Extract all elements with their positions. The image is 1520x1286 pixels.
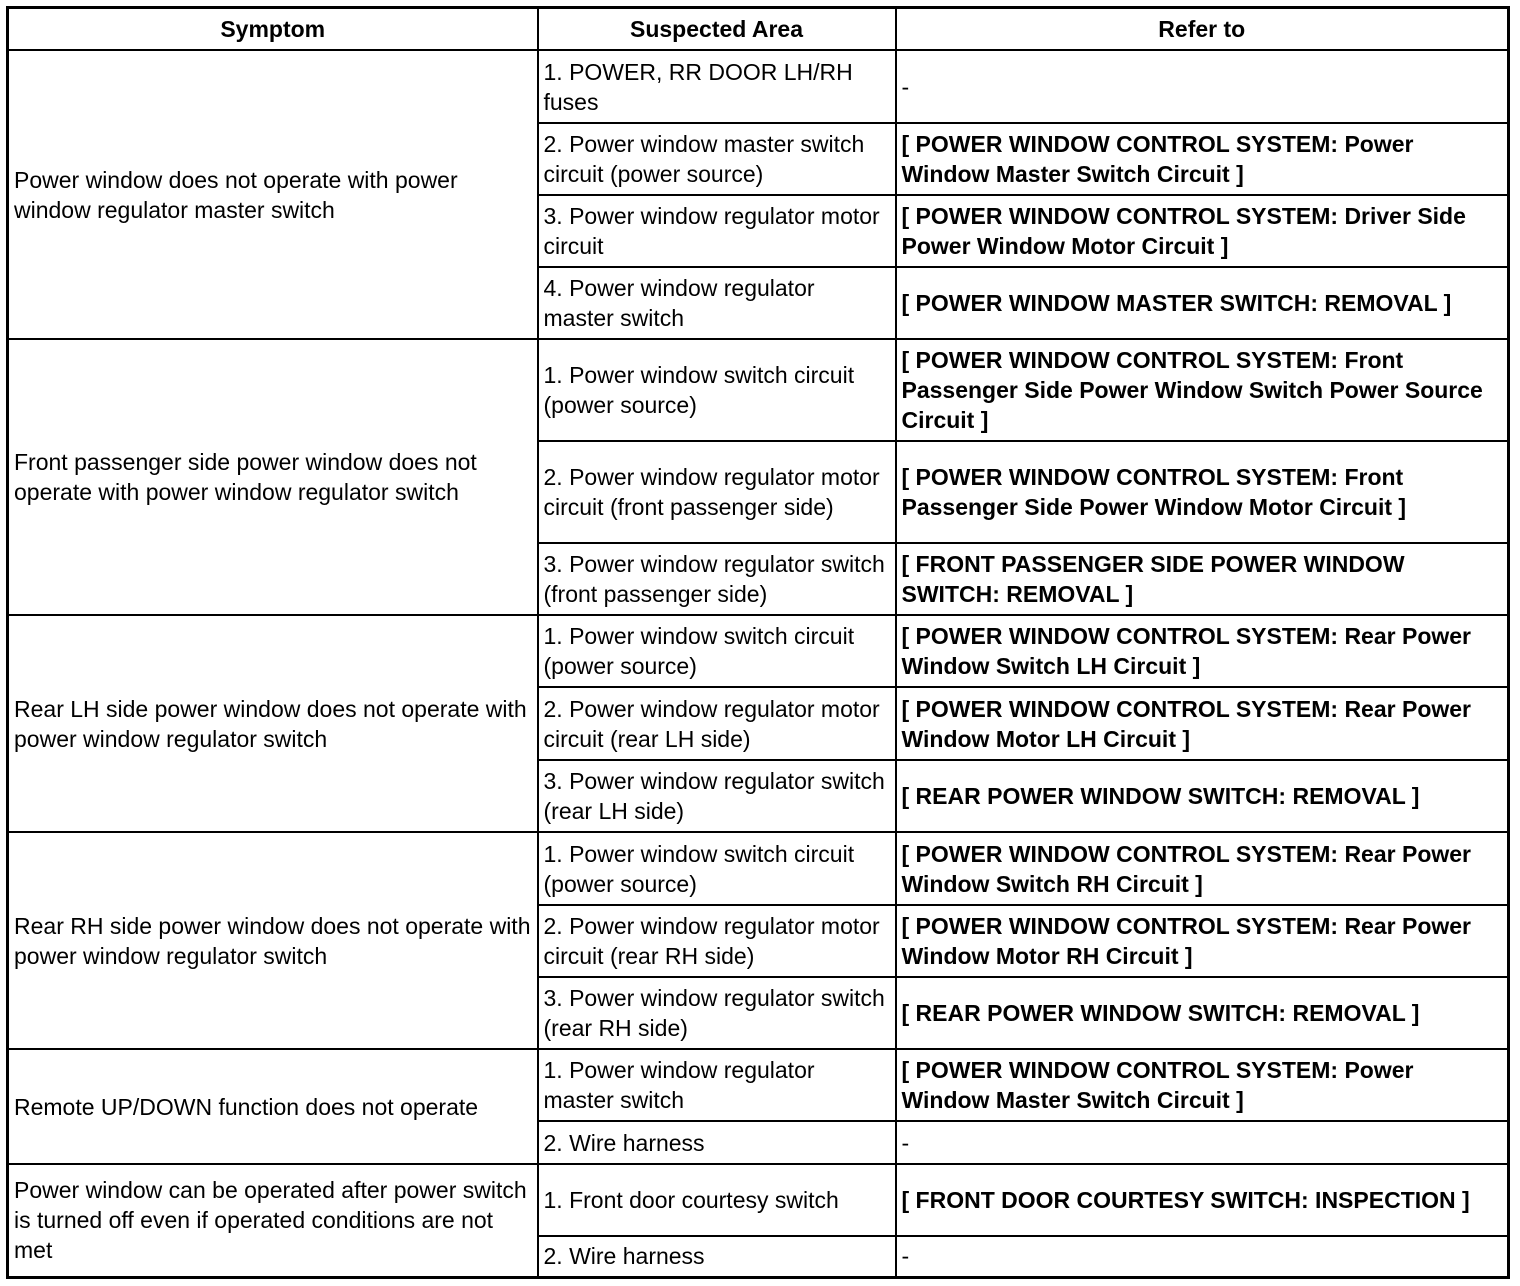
suspected-area-cell: 2. Power window regulator motor circuit (rear RH side) xyxy=(538,905,896,977)
symptom-cell: Rear RH side power window does not operate with power window regulator switch xyxy=(8,832,538,1049)
header-symptom: Symptom xyxy=(8,8,538,51)
suspected-area-cell: 3. Power window regulator switch (front passenger side) xyxy=(538,543,896,615)
table-row xyxy=(8,339,1509,441)
suspected-area-cell: 2. Power window master switch circuit (power source) xyxy=(538,123,896,195)
table-row xyxy=(8,1164,1509,1236)
suspected-area-cell: 3. Power window regulator switch (rear RH side) xyxy=(538,977,896,1049)
refer-to-cell: [ POWER WINDOW CONTROL SYSTEM: Rear Power Window Motor RH Circuit ] xyxy=(896,905,1509,977)
suspected-area-cell: 1. Power window switch circuit (power source) xyxy=(538,832,896,905)
symptom-cell: Rear LH side power window does not operate with power window regulator switch xyxy=(8,615,538,832)
refer-to-cell: [ POWER WINDOW CONTROL SYSTEM: Power Window Master Switch Circuit ] xyxy=(896,123,1509,195)
symptom-cell: Power window can be operated after power switch is turned off even if operated conditions are not met xyxy=(8,1164,538,1277)
table-row xyxy=(8,1049,1509,1121)
refer-to-cell: - xyxy=(896,50,1509,123)
suspected-area-cell: 3. Power window regulator motor circuit xyxy=(538,195,896,267)
suspected-area-cell: 3. Power window regulator switch (rear LH side) xyxy=(538,760,896,832)
suspected-area-cell: 2. Power window regulator motor circuit (rear LH side) xyxy=(538,687,896,760)
suspected-area-cell: 4. Power window regulator master switch xyxy=(538,267,896,339)
refer-to-cell: [ POWER WINDOW MASTER SWITCH: REMOVAL ] xyxy=(896,267,1509,339)
symptom-cell: Front passenger side power window does not operate with power window regulator switch xyxy=(8,339,538,615)
troubleshooting-table xyxy=(6,6,1510,1279)
suspected-area-cell: 2. Wire harness xyxy=(538,1121,896,1164)
refer-to-cell: [ POWER WINDOW CONTROL SYSTEM: Front Passenger Side Power Window Switch Power Source Circuit ] xyxy=(896,339,1509,441)
suspected-area-cell: 1. POWER, RR DOOR LH/RH fuses xyxy=(538,50,896,123)
refer-to-cell: [ POWER WINDOW CONTROL SYSTEM: Rear Power Window Switch LH Circuit ] xyxy=(896,615,1509,687)
suspected-area-cell: 1. Power window switch circuit (power source) xyxy=(538,615,896,687)
refer-to-cell: - xyxy=(896,1121,1509,1164)
refer-to-cell: [ POWER WINDOW CONTROL SYSTEM: Rear Power Window Motor LH Circuit ] xyxy=(896,687,1509,760)
symptom-cell: Remote UP/DOWN function does not operate xyxy=(8,1049,538,1164)
header-suspected-area: Suspected Area xyxy=(538,8,896,51)
table-row xyxy=(8,832,1509,905)
table-row xyxy=(8,615,1509,687)
suspected-area-cell: 2. Wire harness xyxy=(538,1236,896,1277)
refer-to-cell: [ FRONT PASSENGER SIDE POWER WINDOW SWITCH: REMOVAL ] xyxy=(896,543,1509,615)
refer-to-cell: [ POWER WINDOW CONTROL SYSTEM: Power Window Master Switch Circuit ] xyxy=(896,1049,1509,1121)
suspected-area-cell: 2. Power window regulator motor circuit (front passenger side) xyxy=(538,441,896,543)
refer-to-cell: [ POWER WINDOW CONTROL SYSTEM: Front Passenger Side Power Window Motor Circuit ] xyxy=(896,441,1509,543)
symptom-cell: Power window does not operate with power window regulator master switch xyxy=(8,50,538,339)
refer-to-cell: [ POWER WINDOW CONTROL SYSTEM: Driver Side Power Window Motor Circuit ] xyxy=(896,195,1509,267)
refer-to-cell: [ REAR POWER WINDOW SWITCH: REMOVAL ] xyxy=(896,977,1509,1049)
suspected-area-cell: 1. Power window regulator master switch xyxy=(538,1049,896,1121)
refer-to-cell: - xyxy=(896,1236,1509,1277)
refer-to-cell: [ FRONT DOOR COURTESY SWITCH: INSPECTION ] xyxy=(896,1164,1509,1236)
suspected-area-cell: 1. Front door courtesy switch xyxy=(538,1164,896,1236)
refer-to-cell: [ REAR POWER WINDOW SWITCH: REMOVAL ] xyxy=(896,760,1509,832)
refer-to-cell: [ POWER WINDOW CONTROL SYSTEM: Rear Power Window Switch RH Circuit ] xyxy=(896,832,1509,905)
table-row xyxy=(8,50,1509,123)
header-row xyxy=(8,8,1509,51)
header-refer-to: Refer to xyxy=(896,8,1509,51)
suspected-area-cell: 1. Power window switch circuit (power source) xyxy=(538,339,896,441)
